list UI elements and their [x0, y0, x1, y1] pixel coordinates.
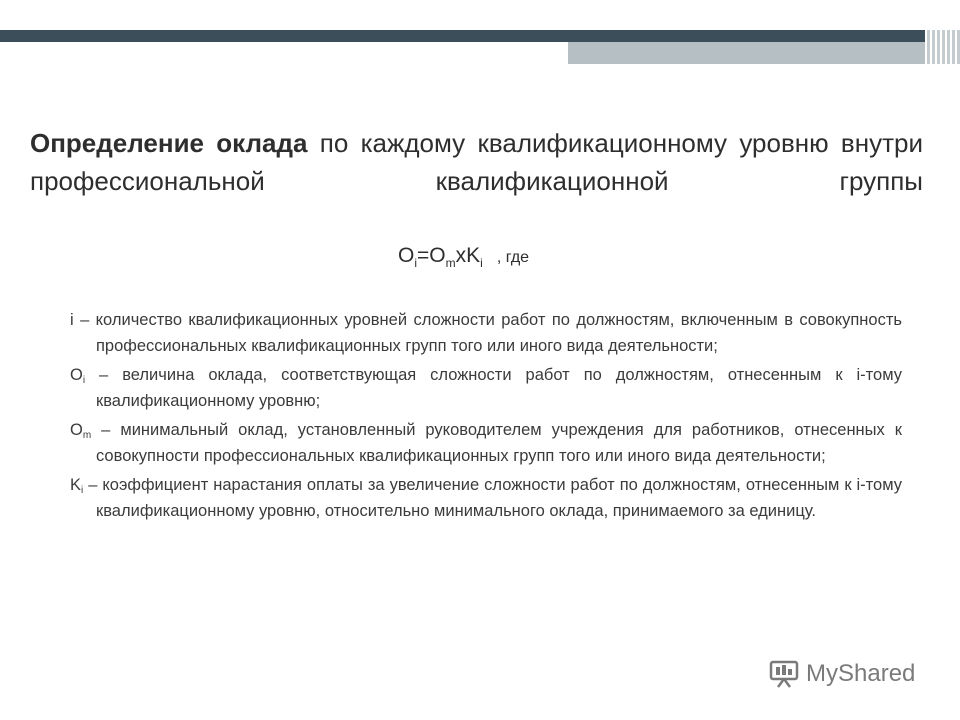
definition-subscript: i — [81, 485, 84, 496]
definition-subscript: i — [82, 375, 86, 386]
definition-subscript: m — [82, 430, 92, 441]
definition-symbol: O — [70, 366, 83, 384]
formula-sub-m: m — [445, 256, 456, 270]
header-band-dark — [0, 30, 933, 42]
definition-text: – количество квалификационных уровней сложности работ по должностям, включенным в совокупность профессиональных квалификационных групп того или иного вида деятельности; — [73, 311, 902, 355]
definition-symbol: i — [70, 311, 74, 329]
definition-text: – минимальный оклад, установленный руководителем учреждения для работников, отнесенных к совокупности профессиональных квалификационных групп того или иного вида деятельности; — [91, 421, 902, 465]
definition-ki — [70, 473, 902, 524]
definition-symbol: K — [70, 476, 82, 494]
formula-x-k: xK — [455, 244, 481, 267]
definition-oi — [70, 363, 902, 414]
formula-sub-i-2: i — [480, 256, 483, 270]
definition-symbol: O — [70, 421, 83, 439]
formula-sub-i: i — [414, 256, 418, 270]
definition-text: – коэффициент нарастания оплаты за увеличение сложности работ по должностям, отнесенным к i-тому квалификационному уровню, относительно минимального оклада, принимаемого за единицу. — [83, 476, 902, 520]
header-band-light — [568, 42, 933, 64]
watermark-logo — [768, 658, 915, 690]
slide-title-rest: по каждому квалификационному уровню внутри профессиональной квалификационной группы — [30, 128, 923, 196]
slide-title-bold: Определение оклада — [30, 128, 308, 158]
definitions-list — [70, 308, 902, 528]
formula — [398, 244, 529, 268]
formula-eq-om: =O — [417, 244, 446, 267]
definition-i — [70, 308, 902, 359]
watermark-text: MyShared — [806, 660, 916, 687]
formula-tail: , где — [496, 249, 530, 266]
slide-title — [30, 124, 923, 200]
formula-o: O — [398, 244, 415, 267]
definition-text: – величина оклада, соответствующая сложности работ по должностям, отнесенным к i-тому квалификационному уровню; — [85, 366, 902, 410]
presentation-board-icon — [768, 659, 800, 689]
definition-om — [70, 418, 902, 469]
header-band-stripes — [925, 30, 960, 64]
